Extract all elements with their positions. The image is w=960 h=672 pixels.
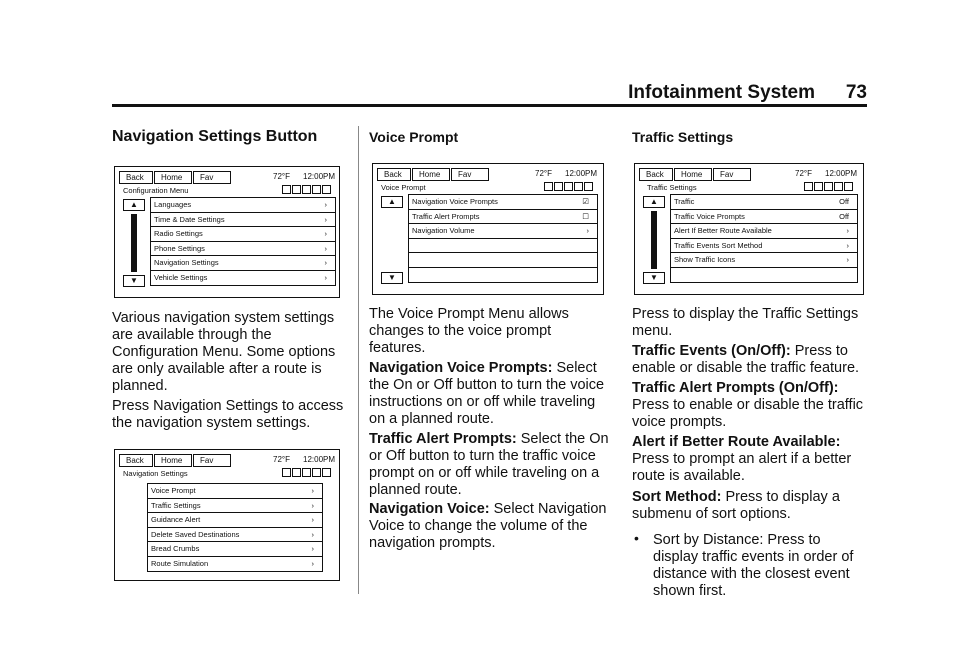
definition: Navigation Voice: Select Navigation Voice to change the volume of the navigation prompts. [369,501,607,551]
menu-row [671,268,857,283]
chevron-right-icon: › [311,558,314,568]
fav-button: Fav [193,171,231,184]
menu-title: Navigation Settings [123,469,188,478]
scroll-control [643,196,665,284]
status-icon [814,182,823,191]
menu-title: Traffic Settings [647,183,697,192]
menu-row: Voice Prompt › [148,484,322,499]
checkbox-checked-icon: ☑ [582,197,589,206]
chevron-right-icon: › [311,486,314,495]
scroll-thumb [652,212,656,268]
menu-row [409,239,597,254]
heading-navigation-settings-button: Navigation Settings Button [112,128,318,145]
chevron-right-icon: › [846,255,849,264]
menu-row: Delete Saved Destinations › [148,528,322,543]
menu-row: Phone Settings › [151,242,335,257]
status-icon [322,468,331,477]
status-icons [803,182,853,191]
chevron-right-icon: › [311,544,314,553]
row-value: Off [839,197,849,206]
temperature: 72°F [535,169,552,178]
status-icon [824,182,833,191]
menu-row: Alert If Better Route Available › [671,224,857,239]
scroll-up-icon: ▲ [643,196,665,208]
clock: 12:00PM [303,172,336,181]
chevron-right-icon: › [311,529,314,539]
status-icon [544,182,553,191]
home-button: Home [154,171,192,184]
temperature: 72°F [273,455,290,464]
back-button: Back [119,171,153,184]
menu-row: Route Simulation › [151,558,314,568]
menu-row: Navigation Settings › [151,256,335,271]
header-rule [112,104,867,107]
chevron-right-icon: › [846,240,849,250]
status-icon [564,182,573,191]
chevron-right-icon: › [324,229,327,238]
menu-row: Show Traffic Icons › [671,253,857,268]
paragraph: Press Navigation Settings to access the navigation system settings. [112,398,344,431]
menu-row: Guidance Alert › [148,513,322,528]
status-icon [844,182,853,191]
definition: Traffic Alert Prompts: Select the On or Off button to turn the traffic voice prompt on or off while traveling on a planned route. [369,431,609,498]
menu-list [408,194,598,283]
menu-row: Traffic Off [671,195,857,210]
status-icon [834,182,843,191]
status-icon [312,185,321,194]
bullet-item: Sort by Distance: Press to display traffic events in order of distance with the closest event shown first. [653,532,854,599]
definition: Alert if Better Route Available: Press to prompt an alert if a better route is available. [632,434,852,484]
status-icon [574,182,583,191]
menu-list [150,197,336,286]
status-icon [302,468,311,477]
chevron-right-icon: › [324,214,327,224]
menu-row: Traffic Voice Prompts Off [671,210,857,225]
chevron-right-icon: › [324,258,327,267]
status-icon [554,182,563,191]
page-header [112,82,867,104]
status-icon [322,185,331,194]
menu-row: Navigation Volume › [409,224,597,239]
chevron-right-icon: › [846,226,849,235]
menu-row [409,253,597,268]
bullet-icon: • [634,530,639,546]
scroll-down-icon: ▼ [381,272,403,284]
home-button: Home [154,454,192,467]
screen-topbar [119,454,232,467]
menu-row: Radio Settings › [151,227,335,242]
status-icon [584,182,593,191]
fav-button: Fav [193,454,231,467]
screen-topbar [639,168,752,181]
screen-topbar [377,168,490,181]
screen-voice-prompt [372,163,604,295]
menu-row: Traffic Alert Prompts ☐ [409,210,597,225]
screen-traffic-settings [634,163,864,295]
status-icon [282,185,291,194]
scroll-up-icon: ▲ [123,199,145,211]
chevron-right-icon: › [324,243,327,253]
status-icon [292,185,301,194]
back-button: Back [377,168,411,181]
scroll-track [651,211,657,269]
menu-row: Vehicle Settings › [154,272,327,282]
page-number: 73 [845,82,867,103]
chevron-right-icon: › [324,200,327,209]
temperature: 72°F [795,169,812,178]
definition: Navigation Voice Prompts: Select the On or Off button to turn the voice instructions on or off while traveling on a planned route. [369,360,605,427]
screen-configuration-menu [114,166,340,298]
menu-row: Bread Crumbs › [148,542,322,557]
status-icons [543,182,593,191]
row-value: Off [839,211,849,221]
clock: 12:00PM [303,455,336,464]
chevron-right-icon: › [311,515,314,524]
scroll-down-icon: ▼ [123,275,145,287]
status-icon [312,468,321,477]
scroll-control [381,196,403,284]
status-icon [292,468,301,477]
home-button: Home [412,168,450,181]
chevron-right-icon: › [586,226,589,235]
paragraph: Various navigation system settings are available through the Configuration Menu. Some options are only available after a route is planned. [112,310,336,394]
scroll-track [131,214,137,272]
scroll-thumb [132,215,136,271]
checkbox-empty-icon: ☐ [582,211,589,221]
scroll-down-icon: ▼ [643,272,665,284]
clock: 12:00PM [825,169,858,178]
definition: Traffic Alert Prompts (On/Off): Press to enable or disable the traffic voice prompts. [632,380,864,430]
scroll-control [123,199,145,287]
menu-list [147,483,323,572]
menu-row: Traffic Events Sort Method › [671,239,857,254]
chevron-right-icon: › [324,272,327,282]
menu-row: Traffic Settings › [148,499,322,514]
heading-voice-prompt: Voice Prompt [369,129,459,145]
home-button: Home [674,168,712,181]
status-icons [281,185,331,194]
status-icon [302,185,311,194]
paragraph: Press to display the Traffic Settings menu. [632,306,859,339]
menu-row: Time & Date Settings › [151,213,335,228]
fav-button: Fav [451,168,489,181]
definition: Traffic Events (On/Off): Press to enable or disable the traffic feature. [632,343,860,376]
definition: Sort Method: Press to display a submenu of sort options. [632,489,840,522]
clock: 12:00PM [565,169,598,178]
screen-topbar [119,171,232,184]
section-title: Infotainment System [628,82,815,103]
menu-row: Navigation Voice Prompts ☑ [409,195,597,210]
heading-traffic-settings: Traffic Settings [632,129,734,145]
chevron-right-icon: › [311,500,314,510]
menu-title: Configuration Menu [123,186,189,195]
status-icon [804,182,813,191]
menu-row [409,268,597,283]
scroll-up-icon: ▲ [381,196,403,208]
temperature: 72°F [273,172,290,181]
status-icon [282,468,291,477]
back-button: Back [119,454,153,467]
paragraph: The Voice Prompt Menu allows changes to the voice prompt features. [369,306,569,356]
menu-row: Languages › [151,198,335,213]
back-button: Back [639,168,673,181]
screen-navigation-settings [114,449,340,581]
fav-button: Fav [713,168,751,181]
menu-title: Voice Prompt [381,183,426,192]
column-divider [358,126,359,594]
menu-list [670,194,858,283]
status-icons [281,468,331,477]
